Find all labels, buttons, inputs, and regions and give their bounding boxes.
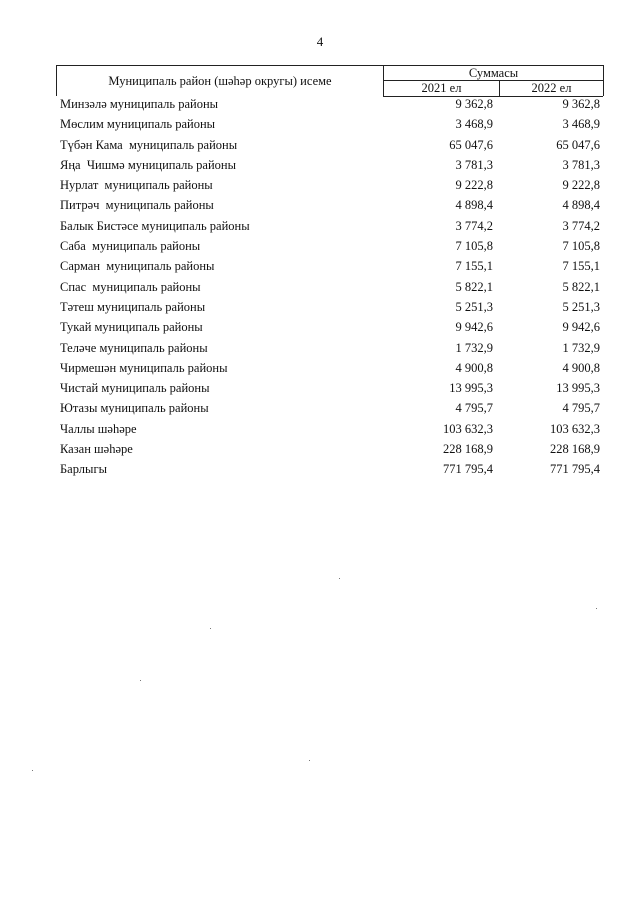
amount-2022: 5 251,3 xyxy=(562,299,600,314)
district-name: Нурлат муниципаль районы xyxy=(60,178,213,193)
amount-2021: 9 942,6 xyxy=(455,320,493,335)
amount-2022: 3 774,2 xyxy=(562,218,600,233)
table-row xyxy=(60,297,600,317)
amount-2022: 103 632,3 xyxy=(550,421,600,436)
amount-2022: 9 362,8 xyxy=(562,97,600,111)
amount-2022: 4 900,8 xyxy=(562,360,600,375)
amount-2022: 3 781,3 xyxy=(562,157,600,172)
column-header-2022: 2022 ел xyxy=(500,81,603,97)
table-row xyxy=(60,317,600,337)
table-row xyxy=(60,439,600,459)
table-row xyxy=(60,256,600,276)
amount-2021: 4 898,4 xyxy=(455,198,493,213)
amount-2022: 1 732,9 xyxy=(562,340,600,355)
total-2021: 771 795,4 xyxy=(443,462,493,477)
scan-speck xyxy=(309,760,310,761)
scan-speck xyxy=(596,608,597,609)
table-row xyxy=(60,114,600,134)
district-name: Балык Бистәсе муниципаль районы xyxy=(60,218,250,233)
district-name: Тукай муниципаль районы xyxy=(60,320,203,335)
scan-speck xyxy=(210,628,211,629)
table-row xyxy=(60,277,600,297)
table-row xyxy=(60,338,600,358)
total-label: Барлыгы xyxy=(60,462,107,477)
amount-2021: 9 222,8 xyxy=(455,178,493,193)
amount-2021: 7 105,8 xyxy=(455,239,493,254)
amount-2022: 5 822,1 xyxy=(562,279,600,294)
table-body xyxy=(60,94,600,480)
amount-2022: 9 222,8 xyxy=(562,178,600,193)
amount-2021: 3 774,2 xyxy=(455,218,493,233)
amount-2022: 13 995,3 xyxy=(556,381,600,396)
amount-2022: 228 168,9 xyxy=(550,442,600,457)
district-name: Саба муниципаль районы xyxy=(60,239,201,254)
total-2022: 771 795,4 xyxy=(550,462,600,477)
table-row xyxy=(60,155,600,175)
district-name: Минзәлә муниципаль районы xyxy=(60,97,219,111)
district-name: Мөслим муниципаль районы xyxy=(60,117,216,132)
column-header-2021: 2021 ел xyxy=(384,81,500,97)
amount-2021: 1 732,9 xyxy=(455,340,493,355)
amount-2022: 9 942,6 xyxy=(562,320,600,335)
table-row xyxy=(60,419,600,439)
district-name: Түбән Кама муниципаль районы xyxy=(60,137,238,152)
amount-2022: 65 047,6 xyxy=(556,137,600,152)
district-name: Ютазы муниципаль районы xyxy=(60,401,209,416)
table-row xyxy=(60,378,600,398)
scan-speck xyxy=(140,680,141,681)
table-row xyxy=(60,398,600,418)
table-header xyxy=(56,65,604,96)
amount-2022: 4 898,4 xyxy=(562,198,600,213)
page-number: 4 xyxy=(316,34,324,49)
amount-2021: 5 822,1 xyxy=(455,279,493,294)
column-header-name: Муниципаль район (шәһәр округы) исеме xyxy=(57,66,384,97)
amount-2022: 4 795,7 xyxy=(562,401,600,416)
district-name: Чистай муниципаль районы xyxy=(60,381,210,396)
district-name: Чирмешән муниципаль районы xyxy=(60,360,228,375)
amount-2021: 3 781,3 xyxy=(455,157,493,172)
amount-2021: 7 155,1 xyxy=(455,259,493,274)
amount-2021: 13 995,3 xyxy=(449,381,493,396)
district-name: Сарман муниципаль районы xyxy=(60,259,215,274)
scan-speck xyxy=(32,770,33,771)
scan-speck xyxy=(339,578,340,579)
amount-2022: 3 468,9 xyxy=(562,117,600,132)
district-name: Казан шәһәре xyxy=(60,442,133,457)
district-name: Питрәч муниципаль районы xyxy=(60,198,214,213)
amount-2022: 7 155,1 xyxy=(562,259,600,274)
amount-2021: 3 468,9 xyxy=(455,117,493,132)
amount-2022: 7 105,8 xyxy=(562,239,600,254)
district-name: Теләче муниципаль районы xyxy=(60,340,208,355)
table-row-total xyxy=(60,459,600,479)
amount-2021: 228 168,9 xyxy=(443,442,493,457)
amount-2021: 65 047,6 xyxy=(449,137,493,152)
column-header-sum: Суммасы xyxy=(384,66,603,81)
table-row xyxy=(60,236,600,256)
amount-2021: 4 795,7 xyxy=(455,401,493,416)
district-name: Спас муниципаль районы xyxy=(60,279,201,294)
district-name: Чаллы шәһәре xyxy=(60,421,137,436)
district-name: Тәтеш муниципаль районы xyxy=(60,299,206,314)
table-row xyxy=(60,175,600,195)
table-row xyxy=(60,216,600,236)
amount-2021: 9 362,8 xyxy=(455,97,493,111)
table-row xyxy=(60,135,600,155)
table-row xyxy=(60,358,600,378)
table-row xyxy=(60,94,600,114)
amount-2021: 4 900,8 xyxy=(455,360,493,375)
amount-2021: 103 632,3 xyxy=(443,421,493,436)
amount-2021: 5 251,3 xyxy=(455,299,493,314)
table-row xyxy=(60,195,600,215)
district-name: Яңа Чишмә муниципаль районы xyxy=(60,157,237,172)
